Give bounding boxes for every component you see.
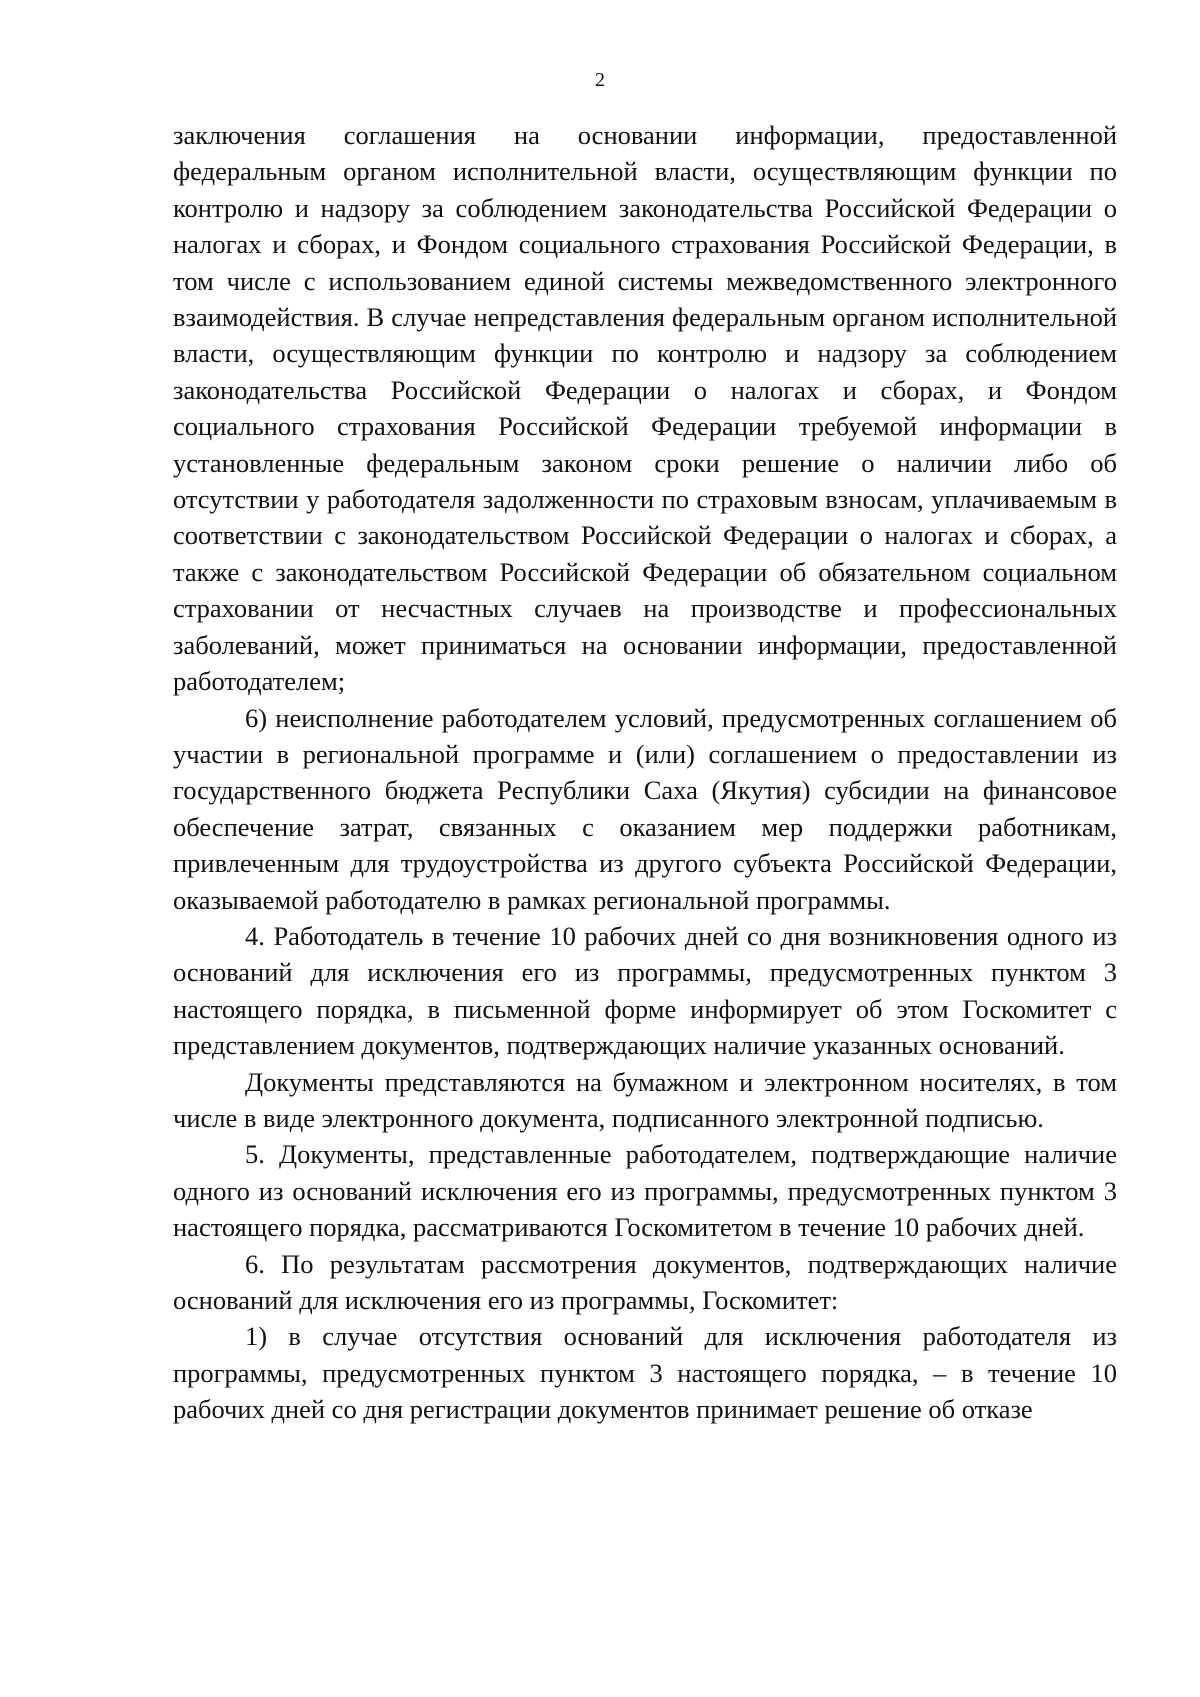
document-body [173,117,1117,1428]
paragraph-clause-4: 4. Работодатель в течение 10 рабочих дней со дня возникновения одного из оснований для исключения его из программы, предусмотренных пунктом 3 настоящего порядка, в письменной форме информирует об этом Госкомитет с представлением документов, подтверждающих наличие указанных оснований. [173,920,1117,1061]
paragraph-item-1: 1) в случае отсутствия оснований для исключения работодателя из программы, предусмотренных пунктом 3 настоящего порядка, – в течение 10 рабочих дней со дня регистрации документов принимает решение об отказе [173,1321,1117,1425]
page-number: 2 [595,69,605,91]
paragraph-clause-6: 6. По результатам рассмотрения документов, подтверждающих наличие оснований для исключения его из программы, Госкомитет: [173,1248,1117,1315]
paragraph-clause-5: 5. Документы, представленные работодателем, подтверждающие наличие одного из оснований исключения его из программы, предусмотренных пунктом 3 настоящего порядка, рассматриваются Госкомитетом в течение 10 рабочих дней. [173,1139,1117,1243]
paragraph-continuation: заключения соглашения на основании информации, предоставленной федеральным органом исполнительной власти, осуществляющим функции по контролю и надзору за соблюдением законодательства Российской Федерации о налогах и сборах, и Фондом социального страхования Российской Федерации, в том числе с использованием единой системы межведомственного электронного взаимодействия. В случае непредставления федеральным органом исполнительной власти, осуществляющим функции по контролю и надзору за соблюдением законодательства Российской Федерации о налогах и сборах, и Фондом социального страхования Российской Федерации требуемой информации в установленные федеральным законом сроки решение о наличии либо об отсутствии у работодателя задолженности по страховым взносам, уплачиваемым в соответствии с законодательством Российской Федерации о налогах и сборах, а также с законодательством Российской Федерации об обязательном социальном страховании от несчастных случаев на производстве и профессиональных заболеваний, может приниматься на основании информации, предоставленной работодателем; [173,120,1117,697]
paragraph-documents: Документы представляются на бумажном и электронном носителях, в том числе в виде электронного документа, подписанного электронной подписью. [173,1066,1117,1133]
paragraph-item-6: 6) неисполнение работодателем условий, предусмотренных соглашением об участии в региональной программе и (или) соглашением о предоставлении из государственного бюджета Республики Саха (Якутия) субсидии на финансовое обеспечение затрат, связанных с оказанием мер поддержки работникам, привлеченным для трудоустройства из другого субъекта Российской Федерации, оказываемой работодателю в рамках региональной программы. [173,702,1117,915]
